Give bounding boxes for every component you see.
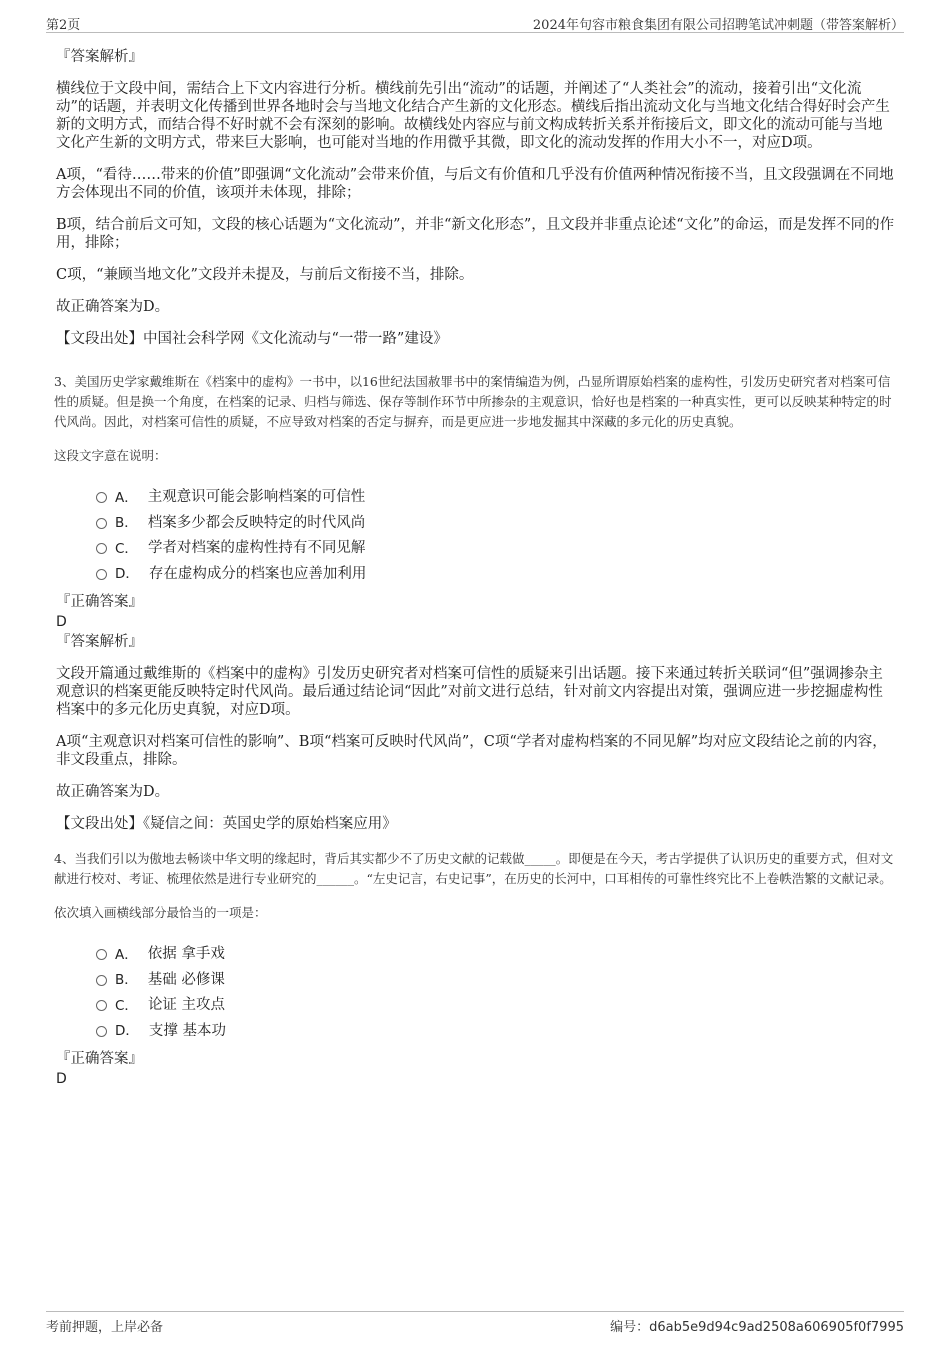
document-id (610, 1316, 904, 1335)
radio-icon[interactable] (96, 949, 107, 960)
radio-icon[interactable] (96, 518, 107, 529)
analysis-paragraph: A项，“看待……带来的价值”即强调“文化流动”会带来价值，与后文有价值和几乎没有价值两种情况衔接不当，且文段强调在不同地方会体现出不同的价值，该项并未体现，排除； (56, 167, 894, 201)
analysis-label: 『答案解析』 (56, 634, 143, 650)
analysis-paragraph: 文段开篇通过戴维斯的《档案中的虚构》引发历史研究者对档案可信性的质疑来引出话题。接下来通过转折关联词“但”强调掺杂主观意识的档案更能反映特定时代风尚。最后通过结论词“因此”对前文进行总结，针对前文内容提出对策，强调应进一步挖掘虚构性档案中的多元化历史真貌，对应D项。 (56, 666, 883, 718)
option-d[interactable]: D． 存在虚构成分的档案也应善加利用 (96, 560, 896, 586)
analysis-paragraph: C项，“兼顾当地文化”文段并未提及，与前后文衔接不当，排除。 (56, 267, 474, 283)
radio-icon[interactable] (96, 1000, 107, 1011)
conclusion-text: 故正确答案为D。 (56, 784, 170, 800)
option-a[interactable]: A． 主观意识可能会影响档案的可信性 (96, 483, 896, 509)
document-id-value: d6ab5e9d94c9ad2508a606905f0f7995 (649, 1320, 904, 1335)
footer-slogan: 考前押题，上岸必备 (46, 1320, 164, 1335)
analysis-label: 『答案解析』 (56, 49, 143, 65)
analysis-paragraph: 横线位于文段中间，需结合上下文内容进行分析。横线前先引出“流动”的话题，并阐述了“人类社会”的流动，接着引出“文化流动”的话题，并表明文化传播到世界各地时会与当地文化结合产生新的文化形态。横线后指出流动文化与当地文化结合得好时会产生新的文明方式，而结合得不好时就不会有深刻的影响。故横线处内容应与前文构成转折关系并衔接后文，即文化的流动可能与当地文化产生新的文明方式，带来巨大影响，也可能对当地的作用微乎其微，即文化的流动发挥的作用大小不一，对应D项。 (56, 81, 890, 151)
document-id-label: 编号： (610, 1320, 650, 1335)
correct-answer-label: 『正确答案』 (56, 594, 143, 610)
option-c[interactable]: C． 论证 主攻点 (96, 991, 896, 1017)
option-b[interactable]: B． 基础 必修课 (96, 966, 896, 992)
options-list (96, 940, 896, 1042)
analysis-paragraph: A项“主观意识对档案可信性的影响”、B项“档案可反映时代风尚”，C项“学者对虚构档案的不同见解”均对应文段结论之前的内容，非文段重点，排除。 (56, 734, 887, 768)
document-title: 2024年句容市粮食集团有限公司招聘笔试冲刺题（带答案解析） (532, 18, 904, 33)
option-d[interactable]: D． 支撑 基本功 (96, 1017, 896, 1043)
correct-answer: D (56, 1071, 67, 1087)
analysis-paragraph: B项，结合前后文可知，文段的核心话题为“文化流动”，并非“新文化形态”，且文段并非重点论述“文化”的命运，而是发挥不同的作用，排除； (56, 217, 895, 251)
radio-icon[interactable] (96, 975, 107, 986)
radio-icon[interactable] (96, 543, 107, 554)
correct-answer-label: 『正确答案』 (56, 1051, 143, 1067)
page-content (56, 48, 896, 1088)
question-stem: 4、当我们引以为傲地去畅谈中华文明的缘起时，背后其实都少不了历史文献的记载做_____。即便是在今天，考古学提供了认识历史的重要方式，但对文献进行校对、考证、梳理依然是进行专业研究的______。“左史记言，右史记事”，在历史的长河中，口耳相传的可靠性终究比不上卷帙浩繁的文献记录。 (54, 851, 894, 886)
question-prompt: 这段文字意在说明： (54, 448, 167, 463)
page-number: 第2页 (46, 18, 81, 33)
option-c[interactable]: C． 学者对档案的虚构性持有不同见解 (96, 534, 896, 560)
page-footer (46, 1311, 904, 1336)
option-a[interactable]: A． 依据 拿手戏 (96, 940, 896, 966)
page-header (46, 12, 904, 33)
question-prompt: 依次填入画横线部分最恰当的一项是： (54, 905, 267, 920)
option-b[interactable]: B． 档案多少都会反映特定的时代风尚 (96, 509, 896, 535)
source-citation: 【文段出处】中国社会科学网《文化流动与“一带一路”建设》 (56, 331, 448, 347)
correct-answer: D (56, 614, 67, 630)
radio-icon[interactable] (96, 569, 107, 580)
radio-icon[interactable] (96, 492, 107, 503)
radio-icon[interactable] (96, 1026, 107, 1037)
conclusion-text: 故正确答案为D。 (56, 299, 170, 315)
question-stem: 3、美国历史学家戴维斯在《档案中的虚构》一书中，以16世纪法国赦罪书中的案情编造为例，凸显所谓原始档案的虚构性，引发历史研究者对档案可信性的质疑。但是换一个角度，在档案的记录、归档与筛选、保存等制作环节中所掺杂的主观意识，恰好也是档案的一种真实性，更可以反映某种特定的时代风尚。因此，对档案可信性的质疑，不应导致对档案的否定与摒弃，而是更应进一步地发掘其中深藏的多元化的历史真貌。 (54, 374, 892, 429)
source-citation: 【文段出处】《疑信之间：英国史学的原始档案应用》 (56, 816, 397, 832)
options-list (96, 483, 896, 585)
